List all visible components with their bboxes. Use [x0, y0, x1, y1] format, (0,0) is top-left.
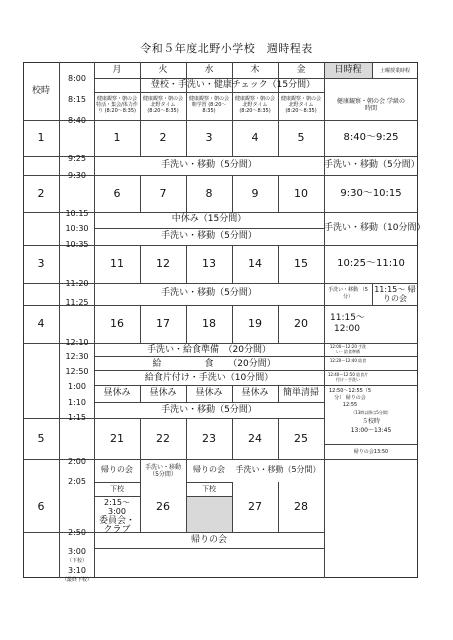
lunch-cleanup: 給食片付け・手洗い（10分間）: [144, 373, 274, 383]
divider: [94, 356, 418, 357]
p6-mon-c: 委員会・: [98, 516, 135, 526]
header-day-mon: 月: [112, 65, 122, 75]
lesson-number: 6: [113, 187, 121, 200]
header-day-fri: 金: [296, 65, 306, 75]
divider: [94, 402, 324, 403]
break-week: 手洗い・移動（5分間）: [161, 288, 257, 298]
divider: [372, 283, 373, 305]
lesson-number: 19: [248, 317, 262, 330]
after5-tue: 手洗い・移動（5分間）: [144, 464, 181, 478]
period-number: 6: [37, 500, 45, 513]
lesson-number: 5: [297, 131, 305, 144]
lunch-time: （20分間）: [228, 359, 276, 369]
period-number: 5: [37, 432, 45, 445]
lesson-number: 4: [251, 131, 259, 144]
break-week: 手洗い・移動（5分間）: [161, 160, 257, 170]
header-corner: 校時: [31, 86, 50, 96]
divider: [186, 482, 232, 483]
lesson-number: 7: [159, 187, 167, 200]
time-label: 3:00: [68, 547, 86, 556]
divider: [140, 459, 141, 532]
nichi-p5-head: （13時以降は5分間）: [351, 410, 391, 415]
lesson-number: 18: [202, 317, 216, 330]
break-week: 手洗い・移動（5分間）: [161, 231, 257, 241]
break-week: 手洗い・移動（5分間）: [161, 405, 257, 415]
lesson-number: 15: [294, 257, 308, 270]
period-number: 3: [37, 257, 45, 270]
lesson-number: 22: [156, 432, 170, 445]
break-nichi: 手洗い・移動（10分間）: [324, 223, 426, 233]
time-label: 10:35: [65, 240, 89, 249]
divider: [94, 92, 324, 93]
doyo-kaeri: 11:15〜 帰りの会: [374, 285, 416, 303]
nichi-lunch-prep: 12:00〜12:20 手洗い・給食準備: [329, 344, 367, 354]
time-label: 8:40: [68, 116, 86, 125]
morning-wed: 健康観察・朝の会 朝学習 (8:20〜8:35): [188, 96, 229, 114]
lesson-number: 3: [205, 131, 213, 144]
nichi-p5-b: 13:00〜13:45: [350, 427, 392, 434]
p6-mon-b: 3:00: [108, 507, 126, 516]
divider: [94, 385, 418, 386]
lesson-number: 20: [294, 317, 308, 330]
nichi-lunch-meal: 12:20〜12:40 給食: [329, 358, 367, 363]
time-label: 12:10: [65, 338, 89, 347]
lesson-number: 9: [251, 187, 259, 200]
p6-mon-a: 2:15〜: [104, 498, 130, 507]
after5-thufri: 手洗い・移動（5分間）: [235, 465, 321, 474]
after5-wed: 帰りの会: [193, 465, 225, 474]
lesson-number: 26: [156, 500, 170, 513]
morning-tue: 健康観察・朝の会 北野タイム (8:20〜8:35): [142, 96, 183, 114]
time-label: 1:15: [68, 413, 86, 422]
time-label: 11:25: [65, 298, 89, 307]
divider: [94, 496, 140, 497]
lesson-number: 12: [156, 257, 170, 270]
divider: [59, 62, 60, 578]
morning-fri: 健康観察・朝の会 北野タイム (8:20〜8:35): [280, 96, 321, 114]
lesson-number: 17: [156, 317, 170, 330]
lunch-shoku: 食: [204, 359, 214, 369]
time-label: 2:05: [68, 477, 86, 486]
nichi-period1: 8:40〜9:25: [343, 132, 399, 143]
nichi-lunch-clean: 12:40〜12:50 給食片付け・手洗い: [327, 372, 369, 382]
lesson-number: 8: [205, 187, 213, 200]
after5-mon: 帰りの会: [101, 465, 133, 474]
period-number: 4: [37, 317, 45, 330]
lesson-number: 14: [248, 257, 262, 270]
time-label-note: （下校）: [66, 558, 87, 564]
break-nichi: 手洗い・移動 （5分）: [328, 287, 368, 300]
nichi-period3: 10:25〜11:10: [337, 258, 405, 269]
lesson-number: 11: [110, 257, 124, 270]
morning-nichi: 健康観察・朝の会 学級の時間: [337, 98, 405, 112]
lunch-kyu: 給: [152, 359, 162, 369]
period-number: 2: [37, 187, 45, 200]
lesson-number: 2: [159, 131, 167, 144]
lunch-prep: 手洗い・給食準備 （20分間）: [147, 345, 271, 355]
lesson-number: 13: [202, 257, 216, 270]
divider: [94, 370, 418, 371]
hiru-fri: 簡単清掃: [282, 388, 319, 398]
morning-banner: 登校・手洗い・健康チェック（15分間）: [150, 80, 316, 90]
time-label: 12:50: [65, 367, 89, 376]
time-label: 8:00: [68, 74, 86, 83]
time-label: 9:25: [68, 154, 86, 163]
gekou-mon: 下校: [110, 485, 124, 493]
time-label: 11:20: [65, 279, 89, 288]
lesson-number: 10: [294, 187, 308, 200]
break-nichi: 手洗い・移動（5分間）: [324, 160, 420, 170]
nichi-period4: 11:15〜 12:00: [330, 313, 365, 334]
divider: [94, 482, 140, 483]
kaeri-no-kai: 帰りの会: [190, 535, 227, 545]
morning-mon: 健康観察・朝の会 特活・集会/体力作り (8:20〜8:35): [96, 96, 138, 114]
divider: [324, 444, 418, 445]
nichi-hiru: 12:50〜12:55（5分） 帰りの会12:55: [329, 388, 371, 408]
time-label: 12:30: [65, 352, 89, 361]
time-label: 3:10: [68, 566, 86, 575]
hiru-tue: 昼休み: [149, 388, 177, 398]
header-day-thu: 木: [250, 65, 260, 75]
time-label: 2:50: [68, 528, 86, 537]
divider: [94, 548, 324, 549]
header-nichijitei: 日時程: [334, 65, 362, 75]
hiru-mon: 昼休み: [103, 388, 131, 398]
time-label: 9:30: [68, 171, 86, 180]
lesson-number: 25: [294, 432, 308, 445]
lesson-number: 23: [202, 432, 216, 445]
time-label: 1:10: [68, 398, 86, 407]
p6-mon-d: クラブ: [103, 525, 131, 535]
period-number: 1: [37, 131, 45, 144]
gekou-wed: 下校: [202, 485, 216, 493]
time-label-note: （最終下校）: [61, 577, 92, 583]
header-day-tue: 火: [158, 65, 168, 75]
time-label: 2:00: [68, 457, 86, 466]
time-label: 8:15: [68, 95, 86, 104]
hiru-thu: 昼休み: [241, 388, 269, 398]
nichi-p5-a: ５校時: [361, 418, 380, 425]
time-label: 10:30: [65, 224, 89, 233]
lesson-number: 27: [248, 500, 262, 513]
divider: [94, 78, 418, 79]
nichi-p5-c: 帰りの会13:50: [353, 449, 389, 455]
no-class-cell: [187, 497, 232, 532]
lesson-number: 21: [110, 432, 124, 445]
morning-thu: 健康観察・朝の会 北野タイム (8:20〜8:35): [234, 96, 275, 114]
divider: [94, 228, 324, 229]
lesson-number: 1: [113, 131, 121, 144]
time-label: 1:00: [68, 382, 86, 391]
time-label: 10:15: [65, 209, 89, 218]
lesson-number: 16: [110, 317, 124, 330]
nichi-period2: 9:30〜10:15: [340, 188, 402, 199]
nakayasumi: 中休み（15分間）: [171, 214, 247, 224]
header-day-wed: 水: [204, 65, 214, 75]
lesson-number: 28: [294, 500, 308, 513]
page-title: 令和５年度北野小学校 週時程表: [140, 42, 313, 55]
lesson-number: 24: [248, 432, 262, 445]
hiru-wed: 昼休み: [195, 388, 223, 398]
header-doyo: 土曜授業時程: [379, 68, 410, 74]
